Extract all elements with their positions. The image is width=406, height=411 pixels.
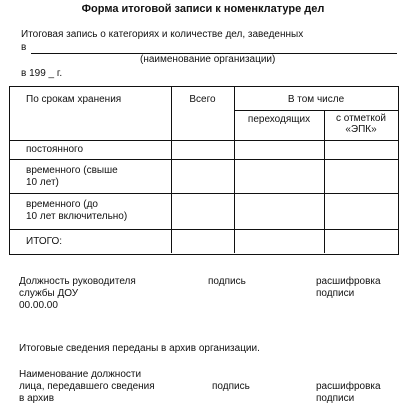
header-epk-line1: с отметкой [335, 113, 387, 124]
table-hline [10, 140, 398, 141]
organization-caption: (наименование организации) [140, 54, 276, 65]
summary-table [9, 86, 399, 255]
sign2-signature: подпись [212, 381, 250, 392]
header-total: Всего [189, 94, 216, 105]
row-temporary-over10-line2: 10 лет) [26, 177, 59, 188]
row-temporary-over10-line1: временного (свыше [26, 165, 118, 176]
row-permanent: постоянного [26, 144, 84, 155]
form-title: Форма итоговой записи к номенклатуре дел [81, 3, 325, 15]
header-storage-terms: По срокам хранения [26, 94, 122, 105]
transfer-line: Итоговые сведения переданы в архив организации. [19, 343, 260, 354]
intro-line: Итоговая запись о категориях и количестве дел, заведенных [21, 29, 304, 40]
sign2-decode-line1: расшифровка [316, 381, 381, 392]
sign1-date: 00.00.00 [19, 300, 58, 311]
table-hline [234, 110, 398, 111]
sign1-position-line2: службы ДОУ [19, 288, 79, 299]
table-hline [10, 159, 398, 160]
sign2-position-line3: в архив [19, 393, 54, 404]
row-temporary-upto10-line1: временного (до [26, 199, 98, 210]
sign2-position-line2: лица, передавшего сведения [19, 381, 155, 392]
header-epk-line2: «ЭПК» [345, 124, 377, 135]
table-hline [10, 229, 398, 230]
row-total: ИТОГО: [26, 236, 63, 247]
table-hline [10, 193, 398, 194]
sign1-signature: подпись [208, 276, 246, 287]
row-temporary-upto10-line2: 10 лет включительно) [26, 211, 128, 222]
prefix-v: в [21, 42, 27, 53]
sign1-decode-line1: расшифровка [316, 276, 381, 287]
year-line: в 199 _ г. [21, 68, 63, 79]
sign1-decode-line2: подписи [316, 288, 355, 299]
sign1-position-line1: Должность руководителя [19, 276, 136, 287]
header-including: В том числе [287, 94, 345, 105]
sign2-decode-line2: подписи [316, 393, 355, 404]
header-transitional: переходящих [247, 114, 311, 125]
sign2-position-line1: Наименование должности [19, 369, 142, 380]
